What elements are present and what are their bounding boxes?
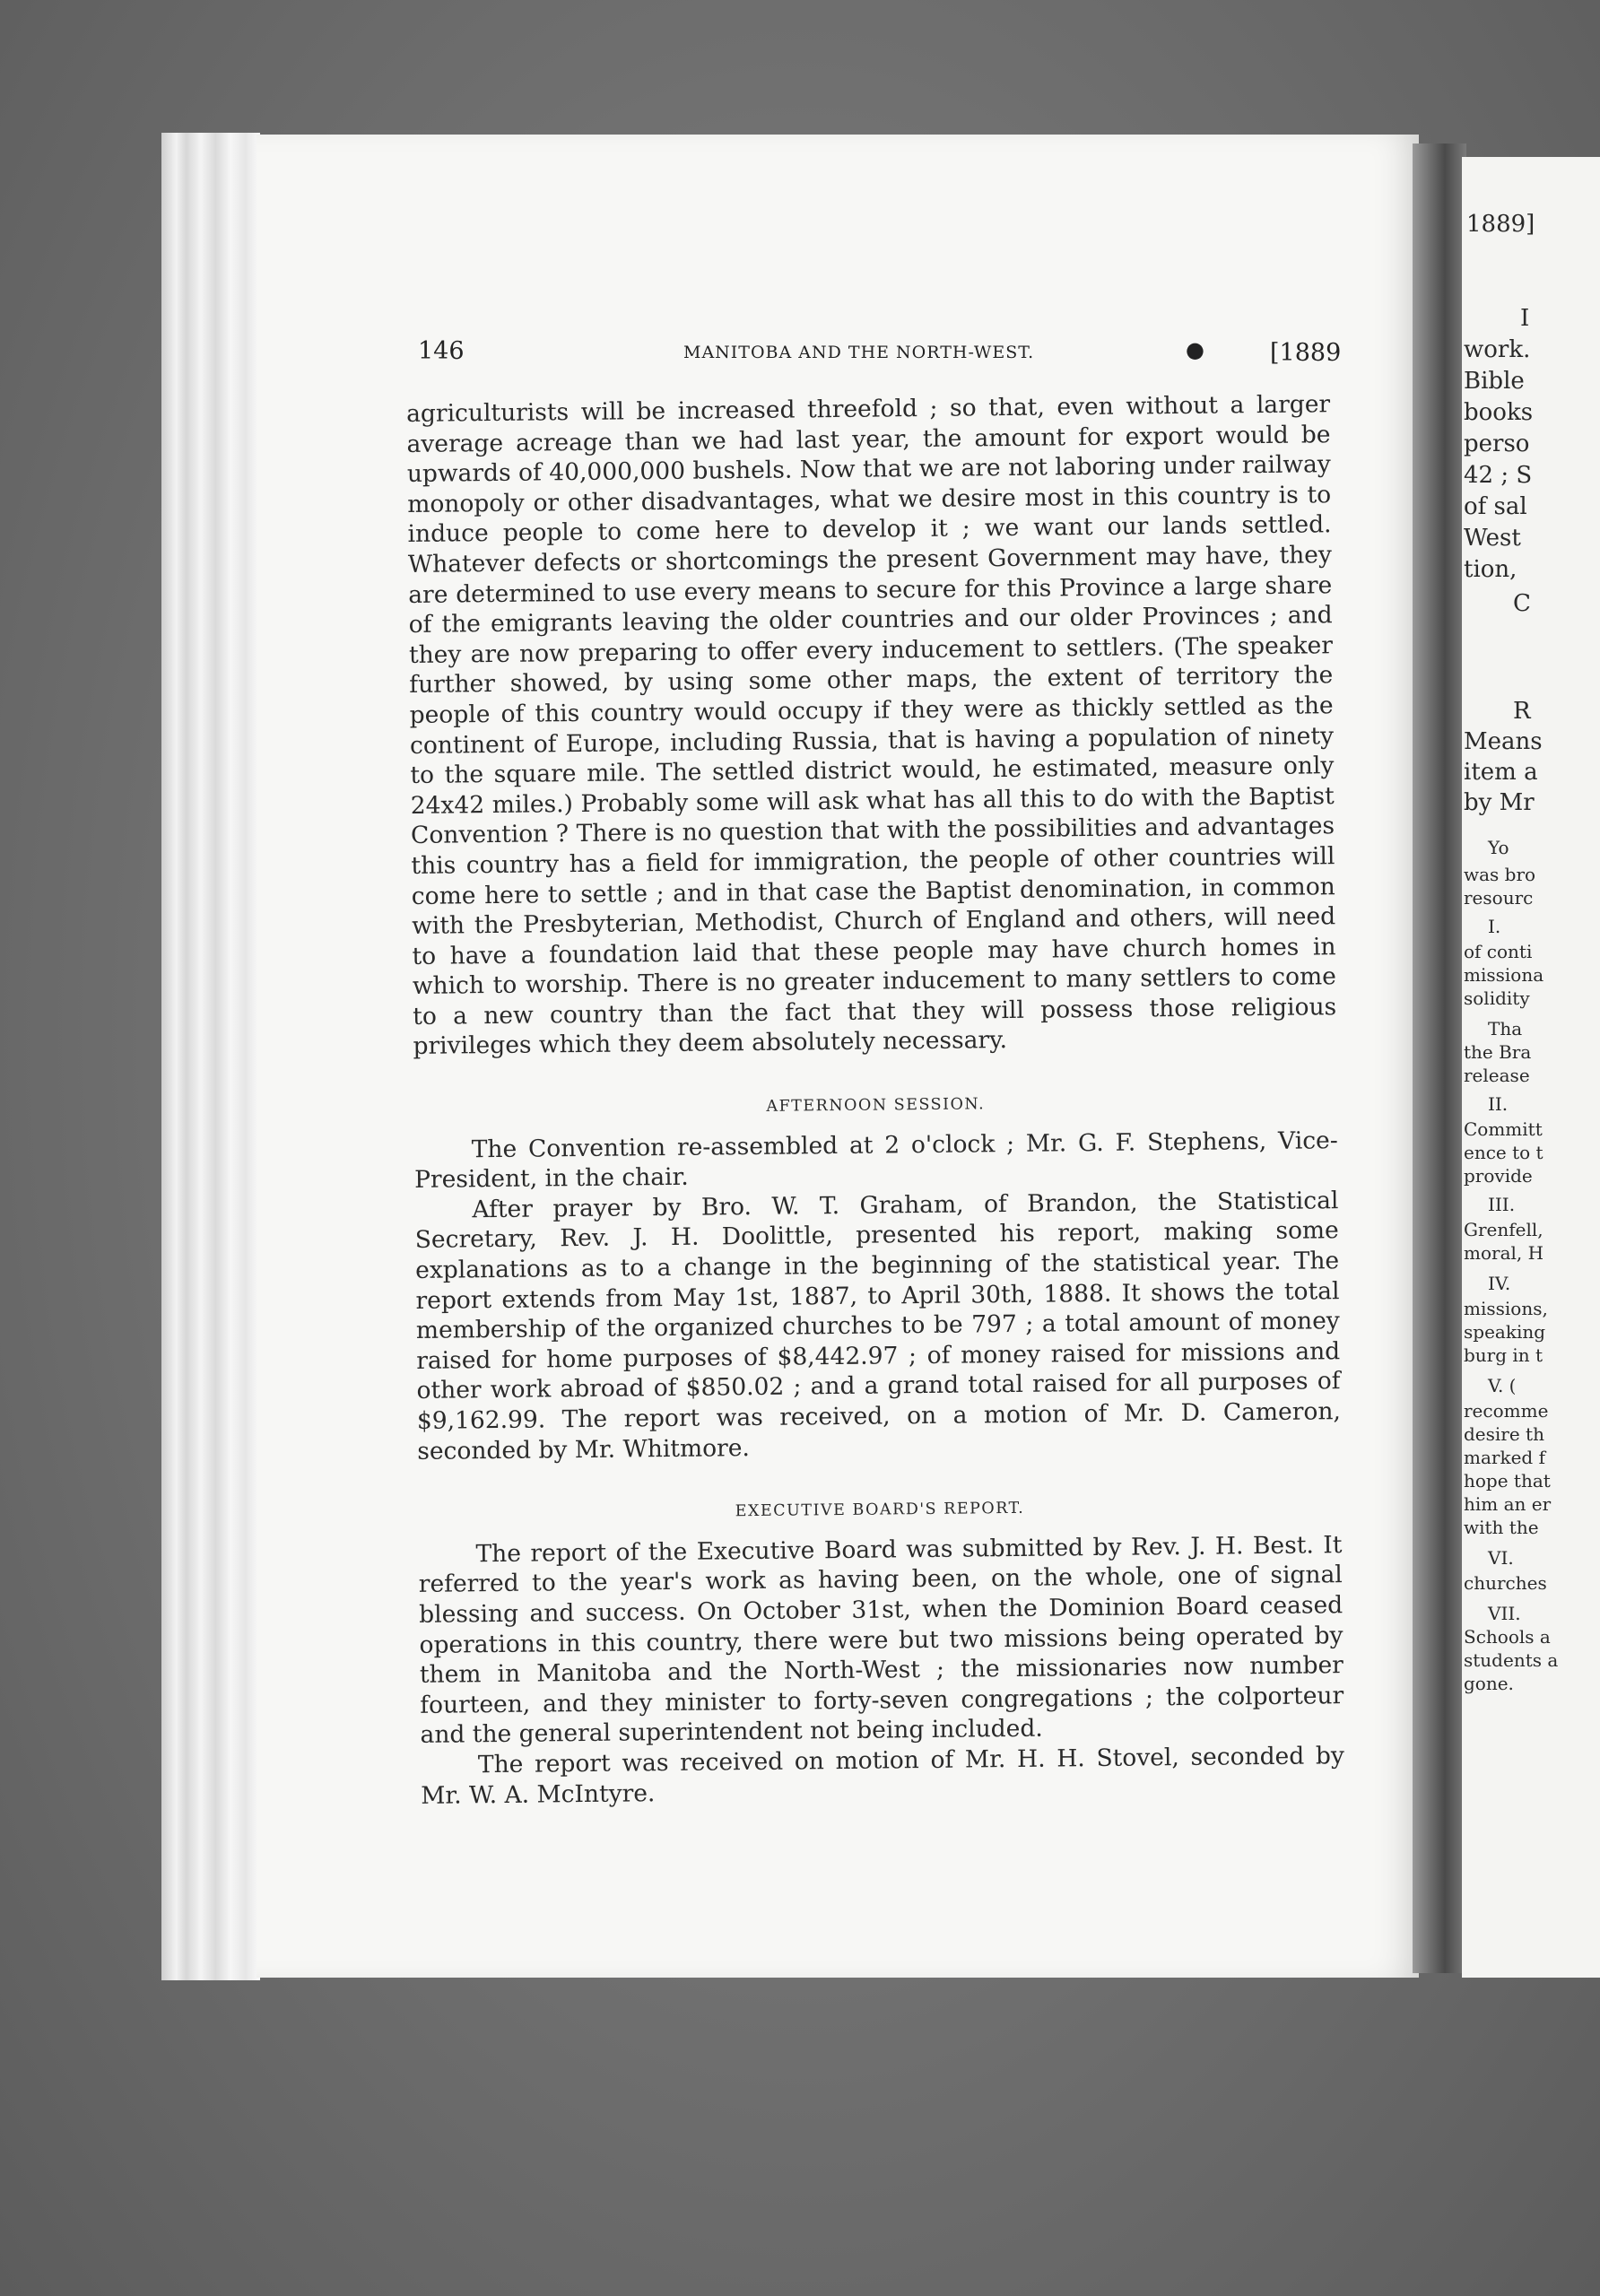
right-page-line: R <box>1513 698 1531 725</box>
right-page-line: VI. <box>1488 1547 1514 1569</box>
right-page-line: Yo <box>1488 837 1509 858</box>
right-page-line: 1889] <box>1466 211 1535 238</box>
right-page-line: was bro <box>1464 864 1536 885</box>
right-page-line: perso <box>1464 430 1530 457</box>
right-page-line: burg in t <box>1464 1344 1543 1366</box>
page-year: [1889 <box>1270 339 1342 367</box>
right-page-line: Means <box>1464 728 1543 755</box>
paragraph-reassembled: The Convention re-assembled at 2 o'clock ; Mr. G. F. Stephens, Vice-President, in the chair. <box>413 1126 1338 1195</box>
right-page-line: Bible <box>1464 368 1525 395</box>
right-page-line: V. ( <box>1488 1375 1517 1396</box>
right-page-line: release <box>1464 1065 1530 1086</box>
paragraph-report-received: The report was received on motion of Mr. H. H. Stovel, seconded by Mr. W. A. McIntyre. <box>421 1742 1345 1810</box>
right-page-line: books <box>1464 399 1534 426</box>
right-page-line: with the <box>1464 1517 1539 1538</box>
right-page-line: of sal <box>1464 493 1527 520</box>
running-title: MANITOBA AND THE NORTH-WEST. <box>683 343 1035 362</box>
right-page <box>1462 157 1600 1978</box>
paragraph-statistical-report: After prayer by Bro. W. T. Graham, of Brandon, the Statistical Secretary, Rev. J. H. Doolittle, presented his report, making some explanations as to a change in the beginning of the statistical year. The report extends from May 1st, 1887, to April 30th, 1888. It shows the total membership of the organized churches to be 797 ; a total amount of money raised for home purposes of $8,442.97 ; of money raised for missions and other work abroad of $850.02 ; and a grand total raised for all purposes of $9,162.99. The report was received, on a motion of Mr. D. Cameron, seconded by Mr. Whitmore. <box>414 1187 1342 1465</box>
right-page-line: Tha <box>1488 1018 1523 1039</box>
right-page-line: by Mr <box>1464 789 1535 816</box>
right-page-line: of conti <box>1464 941 1533 962</box>
right-page-line: speaking <box>1464 1321 1546 1343</box>
right-page-line: work. <box>1464 336 1531 363</box>
right-page-line: him an er <box>1464 1493 1552 1515</box>
right-page-line: desire th <box>1464 1423 1544 1445</box>
right-page-line: missiona <box>1464 964 1544 986</box>
right-page-line: West <box>1464 525 1521 552</box>
right-page-line: moral, H <box>1464 1242 1544 1264</box>
right-page-line: I <box>1520 305 1530 332</box>
right-page-line: 42 ; S <box>1464 462 1533 489</box>
right-page-line: the Bra <box>1464 1041 1532 1063</box>
heading-afternoon-session: AFTERNOON SESSION. <box>766 1095 986 1116</box>
page-number: 146 <box>418 337 465 365</box>
right-page-line: tion, <box>1464 556 1517 583</box>
paragraph-executive-report: The report of the Executive Board was submitted by Rev. J. H. Best. It referred to the year's work as having been, on the whole, one of signal blessing and success. On October 31st, when the Dominion Board ceased operations in this country, there were but two missions being operated by them in Manitoba and the North-West ; the missionaries now number fourteen, and they minister to forty-seven congregations ; the colporteur and the general superintendent not being included. <box>418 1530 1344 1750</box>
page-header <box>418 337 1342 373</box>
right-page-line: marked f <box>1464 1447 1545 1468</box>
heading-executive-board: EXECUTIVE BOARD'S REPORT. <box>735 1500 1025 1521</box>
right-page-line: C <box>1513 590 1531 617</box>
right-page-line: Committ <box>1464 1118 1543 1140</box>
right-page-line: resourc <box>1464 887 1534 909</box>
right-page-line: II. <box>1488 1093 1509 1115</box>
right-page-line: churches <box>1464 1572 1547 1594</box>
right-page-line: I. <box>1488 916 1501 937</box>
ornament-dot: ● <box>1186 337 1204 362</box>
right-page-line: solidity <box>1464 987 1530 1009</box>
right-page-line: III. <box>1488 1194 1516 1215</box>
paragraph-continued: agriculturists will be increased threefold ; so that, even without a larger average acreage than we had last year, the amount for export would be upwards of 40,000,000 bushels. Now that we are not laboring under railway monopoly or other disadvantages, what we desire most in this country is to induce people to come here to develop it ; we want our lands settled. Whatever defects or shortcomings the present Government may have, they are determined to use every means to secure for this Province a large share of the emigrants leaving the older countries and our older Provinces ; and they are now preparing to offer every inducement to settlers. (The speaker further showed, by using some other maps, the extent of territory the people of this country would occupy if they were as thickly settled as the continent of Europe, including Russia, that is having a population of ninety to the square mile. The settled district would, he estimated, measure only 24x42 miles.) Probably some will ask what has all this to do with the Baptist Convention ? There is no question that with the possibilities and advantages this country has a field for immigration, the people of other countries will come here to settle ; and in that case the Baptist denomination, in common with the Presbyterian, Methodist, Church of England and others, will need to have a foundation laid that these people may have church homes in which to worship. There is no greater inducement to many settlers to come to a new country than the fact that they will possess those religious privileges which they deem absolutely necessary. <box>406 390 1337 1061</box>
right-page-line: ence to t <box>1464 1142 1543 1163</box>
right-page-line: gone. <box>1464 1673 1514 1694</box>
page-body <box>406 389 1344 1811</box>
right-page-line: recomme <box>1464 1400 1549 1422</box>
right-page-line: Grenfell, <box>1464 1219 1543 1240</box>
page-edges <box>161 133 260 1980</box>
right-page-line: hope that <box>1464 1470 1551 1492</box>
right-page-line: missions, <box>1464 1298 1548 1319</box>
right-page-line: VII. <box>1488 1603 1521 1624</box>
right-page-line: students a <box>1464 1649 1559 1671</box>
right-page-line: IV. <box>1488 1273 1511 1294</box>
right-page-line: provide <box>1464 1165 1533 1187</box>
book-gutter <box>1413 144 1466 1973</box>
right-page-line: item a <box>1464 759 1538 786</box>
right-page-line: Schools a <box>1464 1626 1551 1648</box>
